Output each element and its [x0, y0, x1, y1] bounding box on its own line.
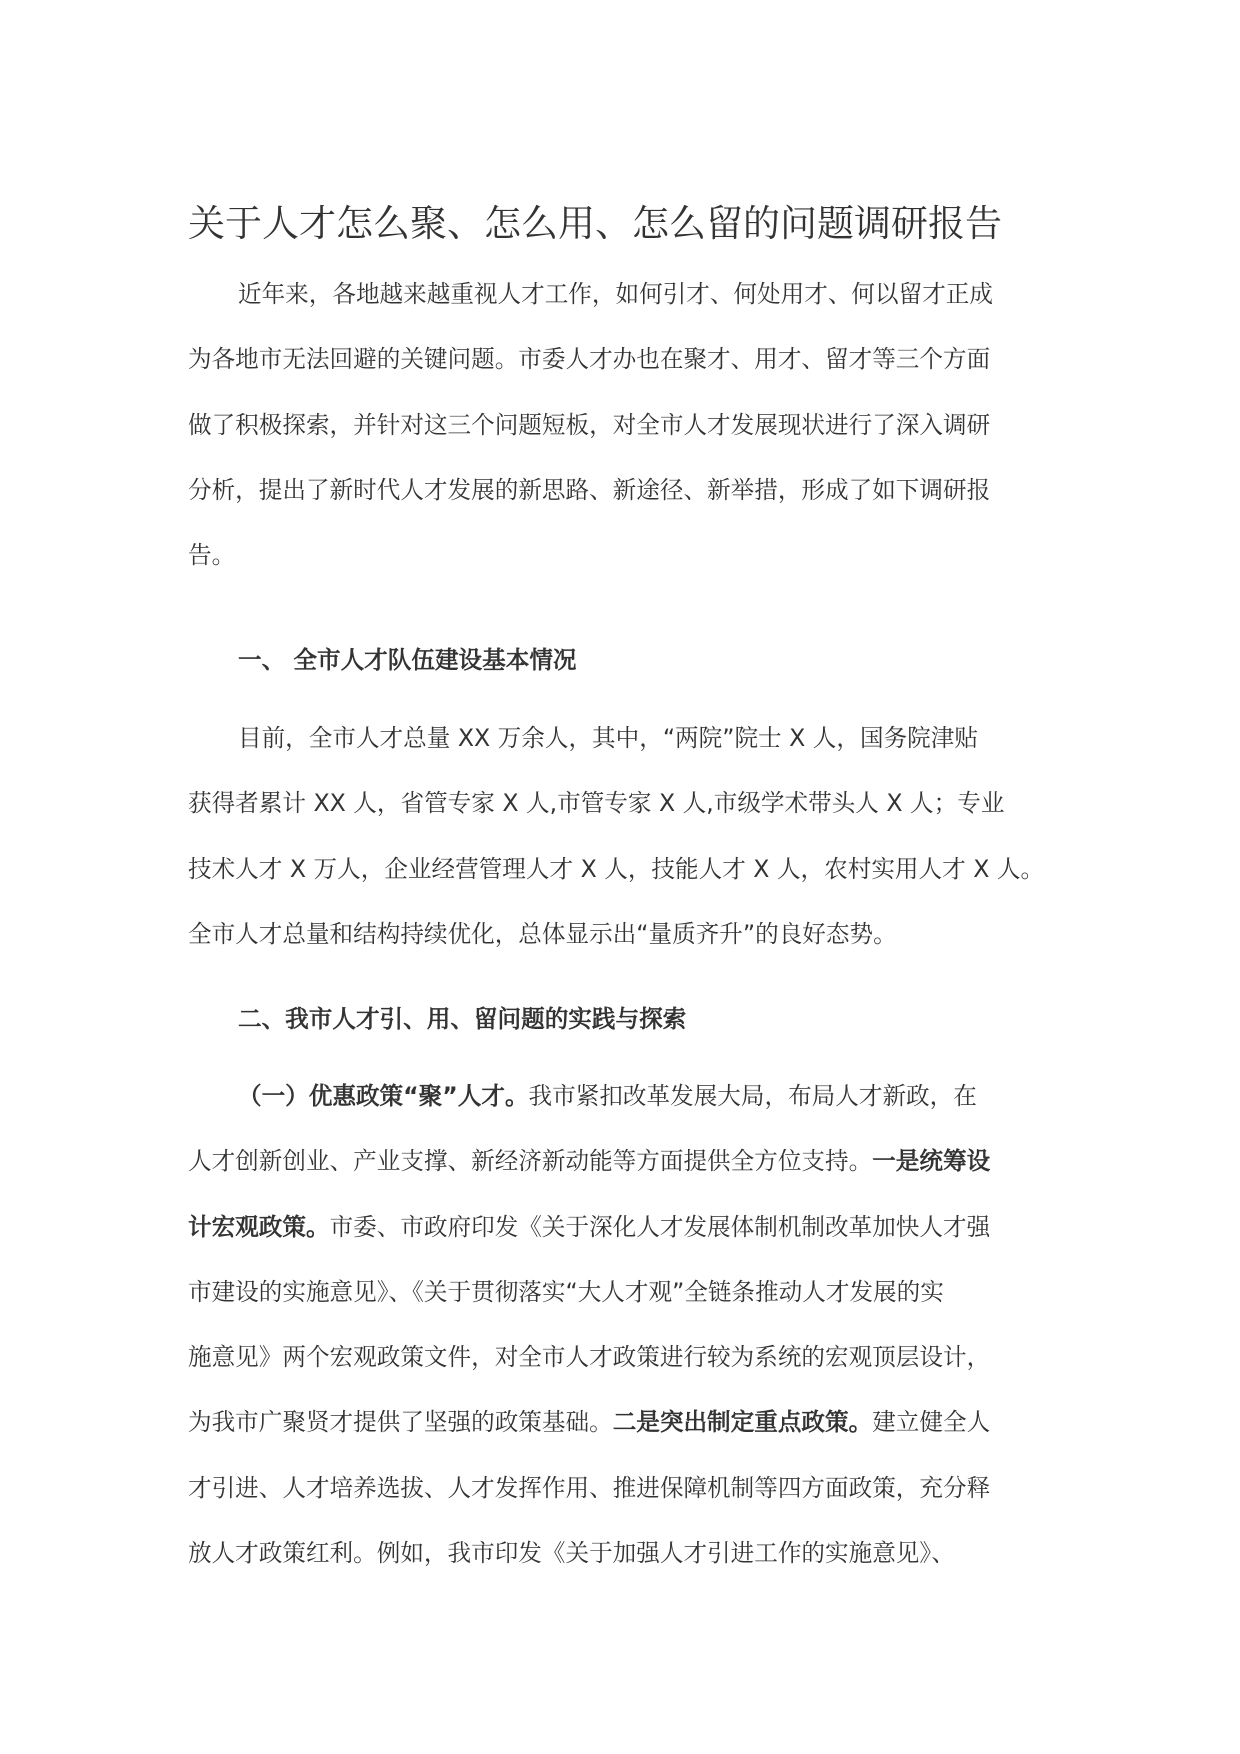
- subsection1-lead: （一）优惠政策“聚”人才。: [238, 1082, 529, 1110]
- intro-line: 做了积极探索，并针对这三个问题短板，对全市人才发展现状进行了深入调研: [188, 410, 991, 439]
- subsection1-line: [188, 1129, 1058, 1194]
- intro-line: [188, 262, 1058, 327]
- intro-line: 为各地市无法回避的关键问题。市委人才办也在聚才、用才、留才等三个方面: [188, 345, 991, 374]
- section1-line: 获得者累计 XX 人，省管专家 X 人,市管专家 X 人,市级学术带头人 X 人；专业: [188, 789, 1005, 818]
- subsection1-paragraph: [188, 1064, 1058, 1586]
- subsection1-text: 市委、市政府印发《关于深化人才发展体制机制改革加快人才强: [329, 1212, 991, 1241]
- intro-line: 分析，提出了新时代人才发展的新思路、新途径、新举措，形成了如下调研报: [188, 475, 991, 504]
- section-heading-2: 二、我市人才引、用、留问题的实践与探索: [238, 1005, 687, 1033]
- intro-line: 告。: [188, 541, 236, 570]
- section1-line: [188, 706, 1058, 771]
- subsection1-text: 建立健全人: [872, 1408, 991, 1437]
- section1-line: 全市人才总量和结构持续优化，总体显示出“量质齐升”的良好态势。: [188, 919, 897, 948]
- subsection1-line: 放人才政策红利。例如，我市印发《关于加强人才引进工作的实施意见》、: [188, 1539, 955, 1568]
- subsection1-line: [188, 1390, 1058, 1455]
- intro-paragraph: [188, 262, 1058, 588]
- subsection1-line: [188, 1064, 1058, 1129]
- section-heading-1: 一、 全市人才队伍建设基本情况: [238, 646, 577, 674]
- section1-line: 技术人才 X 万人，企业经营管理人才 X 人，技能人才 X 人，农村实用人才 X 人。: [188, 854, 1045, 883]
- subsection1-line: [188, 1195, 1058, 1260]
- subsection1-line: 施意见》两个宏观政策文件，对全市人才政策进行较为系统的宏观顶层设计，: [188, 1343, 991, 1372]
- subsection1-bold-text: 二是突出制定重点政策。: [612, 1408, 873, 1437]
- subsection1-line: 才引进、人才培养选拔、人才发挥作用、推进保障机制等四方面政策，充分释: [188, 1473, 991, 1502]
- subsection1-bold-text: 一是统筹设: [872, 1147, 991, 1176]
- subsection1-text: 我市紧扣改革发展大局，布局人才新政，在: [528, 1082, 977, 1110]
- subsection1-text: 为我市广聚贤才提供了坚强的政策基础。: [188, 1408, 613, 1437]
- document-title: 关于人才怎么聚、怎么用、怎么留的问题调研报告: [188, 202, 1002, 245]
- subsection1-text: 人才创新创业、产业支撑、新经济新动能等方面提供全方位支持。: [188, 1147, 873, 1176]
- section1-line-text: 目前，全市人才总量 XX 万余人，其中，“两院”院士 X 人，国务院津贴: [238, 724, 978, 752]
- intro-line-text: 近年来，各地越来越重视人才工作，如何引才、何处用才、何以留才正成: [238, 280, 993, 308]
- subsection1-line: 市建设的实施意见》、《关于贯彻落实“大人才观”全链条推动人才发展的实: [188, 1277, 944, 1306]
- subsection1-bold-text: 计宏观政策。: [188, 1212, 330, 1241]
- section1-paragraph: [188, 706, 1058, 967]
